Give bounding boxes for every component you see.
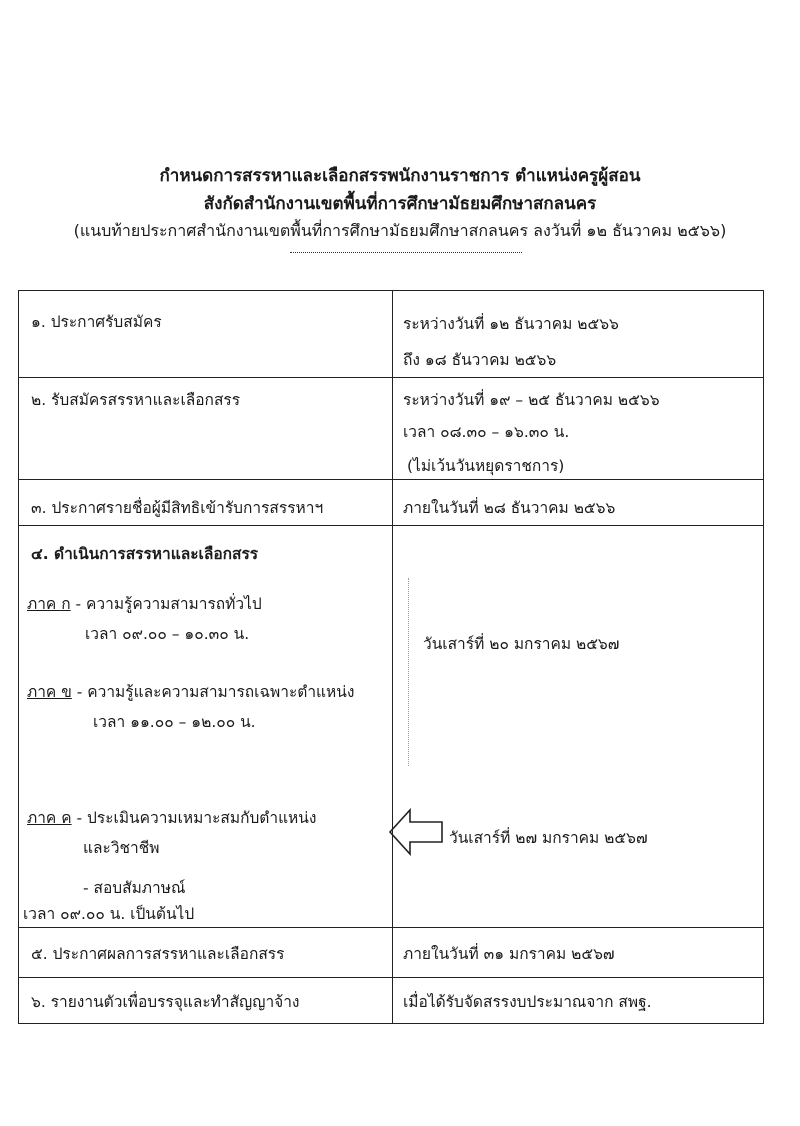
row3-item: ๓. ประกาศรายชื่อผู้มีสิทธิเข้ารับการสรรหาฯ	[31, 499, 324, 517]
part-c-date: วันเสาร์ที่ ๒๗ มกราคม ๒๕๖๗	[449, 829, 648, 847]
part-ab-date: วันเสาร์ที่ ๒๐ มกราคม ๒๕๖๗	[423, 635, 620, 653]
dotted-separator	[290, 252, 522, 253]
document-annex-note: (แนบท้ายประกาศสำนักงานเขตพื้นที่การศึกษามัธยมศึกษาสกลนคร ลงวันที่ ๑๒ ธันวาคม ๒๕๖๖)	[73, 221, 727, 240]
row5-when: ภายในวันที่ ๓๑ มกราคม ๒๕๖๗	[403, 945, 615, 963]
left-arrow-icon	[388, 806, 444, 858]
schedule-table	[18, 290, 764, 1024]
part-b-time: เวลา ๑๑.๐๐ – ๑๒.๐๐ น.	[93, 713, 256, 731]
part-a-label: ภาค ก	[27, 595, 71, 613]
part-a-desc: - ความรู้ความสามารถทั่วไป	[70, 595, 262, 613]
row6-item: ๖. รายงานตัวเพื่อบรรจุและทำสัญญาจ้าง	[31, 993, 300, 1011]
part-b-label: ภาค ข	[27, 683, 72, 701]
row5-item: ๕. ประกาศผลการสรรหาและเลือกสรร	[31, 945, 285, 963]
row-divider	[19, 377, 763, 378]
column-divider	[392, 291, 393, 1023]
row2-item: ๒. รับสมัครสรรหาและเลือกสรร	[31, 391, 241, 409]
part-c-desc: - ประเมินความเหมาะสมกับตำแหน่ง	[71, 809, 317, 827]
part-c-time: เวลา ๐๙.๐๐ น. เป็นต้นไป	[23, 905, 195, 923]
row3-when: ภายในวันที่ ๒๘ ธันวาคม ๒๕๖๖	[403, 499, 616, 517]
row-divider	[19, 479, 763, 480]
part-a-time: เวลา ๐๙.๐๐ – ๑๐.๓๐ น.	[85, 625, 250, 643]
row1-when-line1: ระหว่างวันที่ ๑๒ ธันวาคม ๒๕๖๖	[403, 315, 619, 333]
document-title: กำหนดการสรรหาและเลือกสรรพนักงานราชการ ตำแหน่งครูผู้สอน	[159, 166, 641, 186]
row1-item: ๑. ประกาศรับสมัคร	[31, 313, 162, 331]
part-c-line	[27, 805, 316, 830]
row2-when-line2: เวลา ๐๘.๓๐ – ๑๖.๓๐ น.	[403, 423, 570, 441]
part-a-line	[27, 591, 262, 616]
part-b-desc: - ความรู้และความสามารถเฉพาะตำแหน่ง	[71, 683, 355, 701]
row-divider	[19, 927, 763, 928]
row6-when: เมื่อได้รับจัดสรรงบประมาณจาก สพฐ.	[403, 993, 652, 1011]
part-c-desc-line2: และวิชาชีพ	[83, 839, 160, 857]
row1-when-line2: ถึง ๑๘ ธันวาคม ๒๕๖๖	[403, 351, 557, 369]
row-divider	[19, 525, 763, 526]
row2-when-line1: ระหว่างวันที่ ๑๙ – ๒๕ ธันวาคม ๒๕๖๖	[403, 391, 660, 409]
part-c-label: ภาค ค	[27, 809, 72, 827]
row4-item: ๔. ดำเนินการสรรหาและเลือกสรร	[31, 545, 259, 563]
part-b-line	[27, 679, 354, 704]
row2-when-line3: (ไม่เว้นวันหยุดราชการ)	[407, 457, 565, 475]
document-subtitle-agency: สังกัดสำนักงานเขตพื้นที่การศึกษามัธยมศึกษาสกลนคร	[203, 194, 597, 214]
part-c-interview: - สอบสัมภาษณ์	[83, 879, 186, 897]
row-divider	[19, 977, 763, 978]
faint-scan-line	[408, 578, 409, 766]
